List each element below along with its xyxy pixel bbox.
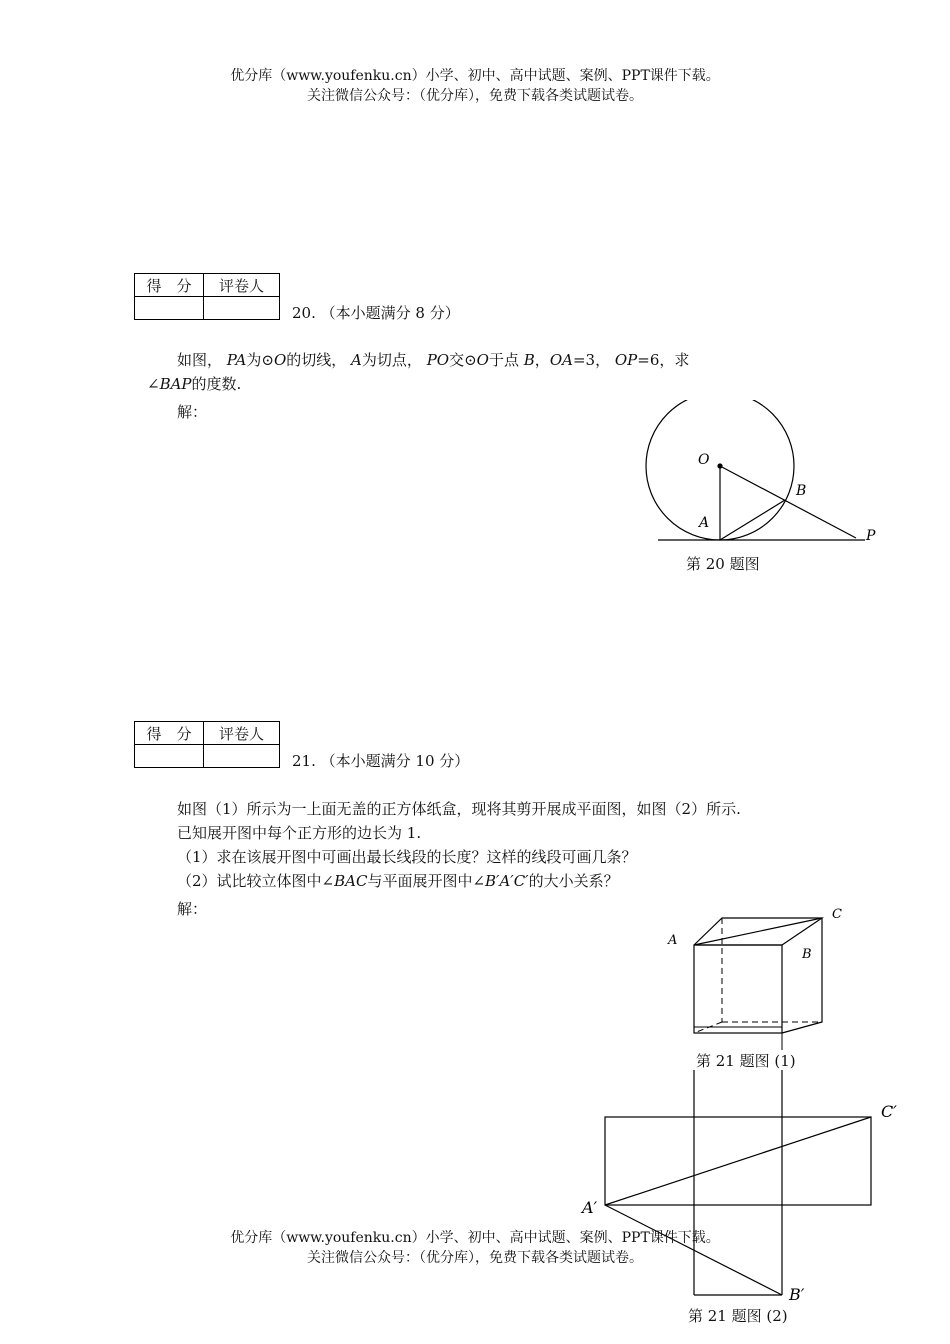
score-cell: [135, 297, 204, 320]
q21-text: 的大小关系？: [528, 872, 619, 890]
q20-text: ，: [534, 351, 550, 369]
label-P: P: [866, 528, 876, 544]
q20-figure-caption: 第 20 题图: [686, 555, 760, 573]
q20-math-angle-BAP: ∠BAP: [147, 375, 192, 393]
q20-text: 为⊙: [246, 351, 274, 369]
q20-answer-label: 解：: [177, 403, 208, 421]
q20-score-table: [134, 273, 280, 320]
score-header: 得 分: [135, 722, 204, 745]
label-A: A: [699, 515, 710, 531]
score-cell: [135, 745, 204, 768]
q20-math-PA: PA: [226, 351, 247, 369]
cube-front-face: [694, 945, 782, 1033]
q20-text: 为切点，: [361, 351, 422, 369]
label-O: O: [698, 452, 710, 468]
q20-number: 20.: [292, 304, 316, 322]
footer-line-2: 关注微信公众号：（优分库），免费下载各类试题试卷。: [307, 1250, 643, 1266]
q21-figure2-caption: 第 21 题图 (2): [688, 1307, 788, 1325]
q21-text: 与平面展开图中: [367, 872, 473, 890]
grader-cell: [204, 297, 280, 320]
q20-math-O: O: [273, 351, 287, 369]
q21-sub2: [177, 869, 619, 893]
q21-line2: 已知展开图中每个正方形的边长为 1.: [177, 824, 422, 842]
label-C: C: [832, 907, 842, 922]
q20-math-OA: OA: [549, 351, 573, 369]
q21-text: （2）试比较立体图中: [177, 872, 322, 890]
q20-text: 的度数.: [191, 375, 242, 393]
header-line-1: 优分库（www.youfenku.cn）小学、初中、高中试题、案例、PPT课件下载。: [230, 68, 720, 84]
grader-header: 评卷人: [204, 274, 280, 297]
q21-figure1-cube: [660, 900, 860, 1050]
footer-line-1: 优分库（www.youfenku.cn）小学、初中、高中试题、案例、PPT课件下载。: [230, 1230, 720, 1246]
q20-math-OP: OP: [614, 351, 638, 369]
label-A-prime: A′: [582, 1198, 598, 1217]
q21-math-angle-BAC: ∠BAC: [321, 872, 368, 890]
q20-math-PO: PO: [426, 351, 450, 369]
q20-text: 于点: [488, 351, 519, 369]
q21-number: 21.: [292, 752, 316, 770]
q20-text: 如图，: [177, 351, 223, 369]
q20-text: 的切线，: [286, 351, 347, 369]
grader-header: 评卷人: [204, 722, 280, 745]
q21-figure2-net: [575, 1060, 915, 1310]
q21-sub1: （1）求在该展开图中可画出最长线段的长度？这样的线段可画几条？: [177, 848, 637, 866]
q20-figure: [640, 400, 890, 550]
q20-math-A: A: [351, 351, 362, 369]
q21-points: （本小题满分 10 分）: [320, 752, 470, 770]
cube-right-face: [782, 918, 822, 1033]
label-B: B: [802, 947, 812, 962]
q21-figure1-caption: 第 21 题图 (1): [696, 1052, 796, 1070]
segment-AC-prime: [605, 1117, 871, 1205]
q20-title: [292, 302, 460, 323]
q21-line1: 如图（1）所示为一上面无盖的正方体纸盒，现将其剪开展成平面图，如图（2）所示.: [177, 800, 741, 818]
q20-text: 交⊙: [449, 351, 477, 369]
grader-cell: [204, 745, 280, 768]
q21-score-table: [134, 721, 280, 768]
label-B-prime: B′: [789, 1285, 805, 1304]
q21-math-angle-BAC-prime: ∠B′A′C′: [472, 872, 529, 890]
header-line-2: 关注微信公众号：（优分库），免费下载各类试题试卷。: [307, 88, 643, 104]
q21-answer-label: 解：: [177, 900, 208, 918]
q20-math-B: B: [523, 351, 535, 369]
q20-stem-line1: [177, 348, 689, 372]
q21-title: [292, 750, 469, 771]
q20-stem-line2: [147, 372, 241, 396]
q20-text: =3，: [572, 351, 611, 369]
q20-points: （本小题满分 8 分）: [320, 304, 460, 322]
q20-math-O2: O: [476, 351, 489, 369]
label-A: A: [668, 933, 678, 948]
label-B: B: [796, 483, 807, 499]
net-tab: [694, 1027, 782, 1050]
q20-text: =6，求: [637, 351, 690, 369]
label-C-prime: C′: [881, 1102, 897, 1121]
score-header: 得 分: [135, 274, 204, 297]
segment-AB: [720, 500, 785, 540]
center-point: [717, 463, 722, 468]
